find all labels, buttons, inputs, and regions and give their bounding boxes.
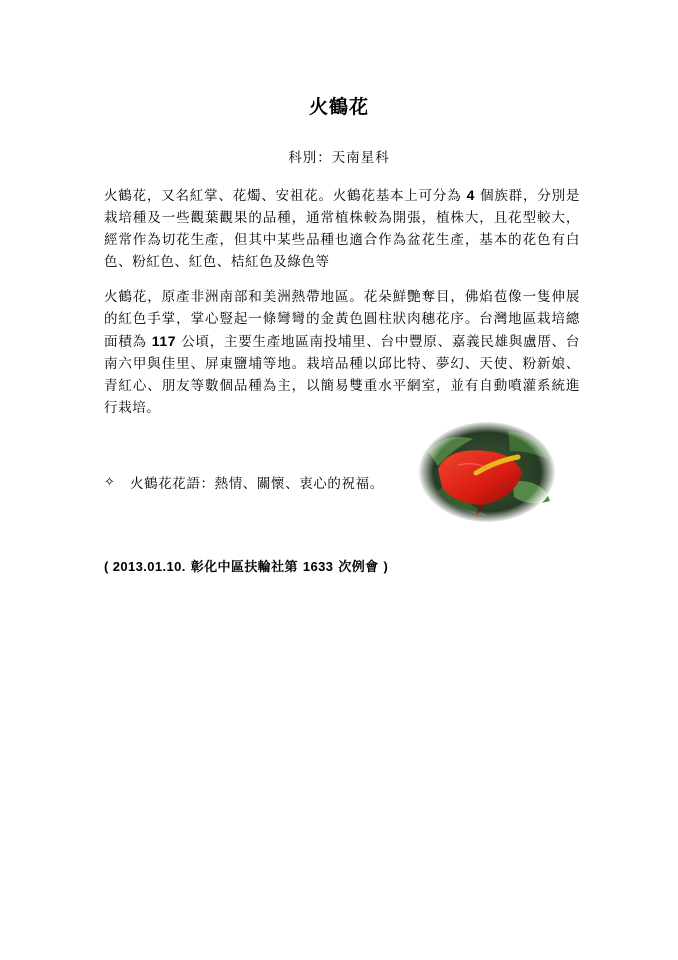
page-title: 火鶴花 — [308, 96, 369, 118]
paragraph-1-text-b: 個族群，分別是栽培種及一些觀葉觀果的品種，通常植株較為開張，植株大，且花型較大，經常作為切花生產，但其中某些品種也適合作為盆花生產，基本的花色有白色、粉紅色、紅色、桔紅色及綠色等 — [104, 188, 580, 270]
footer-meeting-suffix: 次例會 — [333, 560, 384, 575]
flower-language-bullet — [104, 472, 384, 492]
sparkle-bullet-icon: ✧ — [104, 474, 116, 490]
anthurium-photo — [418, 421, 556, 523]
paragraph-1-number: 4 — [466, 187, 475, 203]
meeting-footer — [104, 556, 388, 575]
footer-club-text: 彰化中區扶輪社第 — [185, 560, 303, 575]
footer-close-paren: ) — [383, 559, 389, 574]
photo-vignette — [418, 421, 556, 523]
paragraph-2-number: 117 — [151, 333, 177, 349]
footer-date: ( 2013.01.10. — [104, 559, 186, 574]
paragraph-1-text-a: 火鶴花，又名紅掌、花燭、安祖花。火鶴花基本上可分為 — [104, 188, 462, 204]
flower-language-text: 火鶴花花語：熱情、關懷、衷心的祝福。 — [130, 476, 384, 492]
description-paragraph-1 — [104, 184, 580, 273]
paragraph-2-text-b: 公頃，主要生產地區南投埔里、台中豐原、嘉義民雄與盧厝、台南六甲與佳里、屏東鹽埔等地。栽培品種以邱比特、夢幻、天使、粉新娘、青紅心、朋友等數個品種為主，以簡易雙重水平網室，並有自動噴灌系統進行栽培。 — [104, 334, 580, 416]
plant-family-label: 科別：天南星科 — [288, 150, 390, 166]
paragraph-2-text-a: 火鶴花，原產非洲南部和美洲熱帶地區。花朵鮮艷奪目，佛焰苞像一隻伸展的紅色手掌，掌心豎起一條彎彎的金黃色圓柱狀肉穗花序。台灣地區栽培總面積為 — [104, 289, 580, 350]
description-paragraph-2 — [104, 286, 580, 419]
footer-meeting-number: 1633 — [302, 559, 334, 574]
